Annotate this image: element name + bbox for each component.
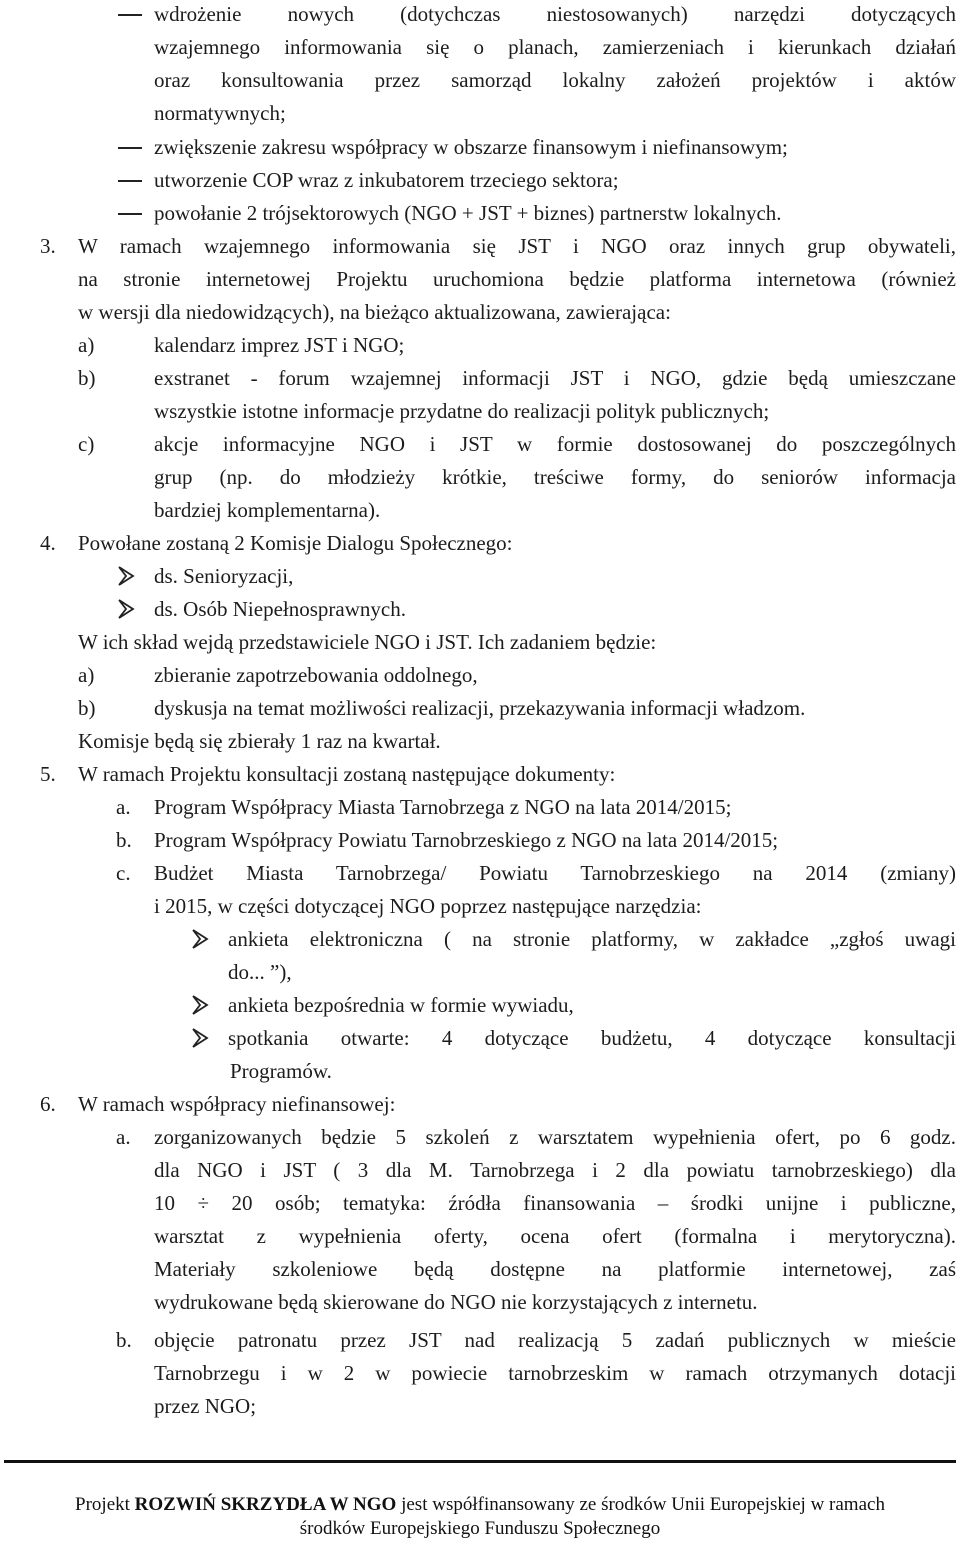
arrow-item: spotkania otwarte: 4 dotyczące budżetu, 4 dotyczące konsultacji [228,1026,956,1050]
list-item: warsztat z wypełnienia oferty, ocena ofert (formalna i merytoryczna). [154,1224,956,1248]
list-item: wszystkie istotne informacje przydatne do realizacji polityk publicznych; [154,399,770,423]
section-number: 3. [40,234,56,258]
arrow-item: ankieta bezpośrednia w formie wywiadu, [228,993,574,1017]
bullet-line: wzajemnego informowania się o planach, zamierzeniach i kierunkach działań [154,35,956,59]
footer-suffix: jest współfinansowany ze środków Unii Europejskiej w ramach [396,1494,885,1515]
bullet-line: oraz konsultowania przez samorząd lokalny założeń projektów i aktów [154,68,956,92]
list-marker: b) [78,366,96,390]
list-marker: b. [116,828,132,852]
paragraph-line: w wersji dla niedowidzących), na bieżąco aktualizowana, zawierająca: [78,300,671,324]
footer-line-1 [0,1493,960,1517]
list-marker: a) [78,333,95,357]
list-marker: b) [78,696,96,720]
dash-bullet [118,147,142,149]
bullet-line: powołanie 2 trójsektorowych (NGO + JST + biznes) partnerstw lokalnych. [154,201,782,225]
list-item: zbieranie zapotrzebowania oddolnego, [154,663,478,687]
list-item: objęcie patronatu przez JST nad realizacją 5 zadań publicznych w mieście [154,1328,956,1352]
list-marker: c) [78,432,95,456]
list-item: akcje informacyjne NGO i JST w formie dostosowanej do poszczególnych [154,432,956,456]
arrow-item: do... ”), [228,960,292,984]
footer-prefix: Projekt [75,1494,135,1515]
footer-line-2: środków Europejskiego Funduszu Społecznego [299,1518,661,1539]
list-item: kalendarz imprez JST i NGO; [154,333,405,357]
section-number: 4. [40,531,56,555]
list-item: zorganizowanych będzie 5 szkoleń z warsztatem wypełnienia ofert, po 6 godz. [154,1125,956,1149]
dash-bullet [118,213,142,215]
paragraph-line: Komisje będą się zbierały 1 raz na kwartał. [78,729,441,753]
list-marker: a) [78,663,95,687]
bullet-line: zwiększenie zakresu współpracy w obszarze finansowym i niefinansowym; [154,135,788,159]
list-item: exstranet - forum wzajemnej informacji JST i NGO, gdzie będą umieszczane [154,366,956,390]
arrow-bullet-icon [191,928,209,950]
section-heading: W ramach Projektu konsultacji zostaną następujące dokumenty: [78,762,616,786]
list-marker: a. [116,1125,131,1149]
list-item: Budżet Miasta Tarnobrzega/ Powiatu Tarnobrzeskiego na 2014 (zmiany) [154,861,956,885]
project-name: ROZWIŃ SKRZYDŁA W NGO [134,1494,397,1515]
arrow-bullet-icon [191,1027,209,1049]
arrow-bullet-icon [191,994,209,1016]
section-number: 5. [40,762,56,786]
list-item: 10 ÷ 20 osób; tematyka: źródła finansowania – środki unijne i publiczne, [154,1191,956,1215]
bullet-line: utworzenie COP wraz z inkubatorem trzeciego sektora; [154,168,619,192]
bullet-line: normatywnych; [154,101,286,125]
bullet-line: wdrożenie nowych (dotychczas niestosowanych) narzędzi dotyczących [154,2,956,26]
list-item: i 2015, w części dotyczącej NGO poprzez następujące narzędzia: [154,894,702,918]
dash-bullet [118,14,142,16]
list-item: Program Współpracy Powiatu Tarnobrzeskiego z NGO na lata 2014/2015; [154,828,779,852]
paragraph-line: na stronie internetowej Projektu uruchomiona będzie platforma internetowa (również [78,267,956,291]
paragraph-line: W ich skład wejdą przedstawiciele NGO i JST. Ich zadaniem będzie: [78,630,657,654]
list-item: dyskusja na temat możliwości realizacji, przekazywania informacji władzom. [154,696,806,720]
list-marker: b. [116,1328,132,1352]
list-item: Materiały szkoleniowe będą dostępne na platformie internetowej, zaś [154,1257,956,1281]
arrow-item: ds. Osób Niepełnosprawnych. [154,597,406,621]
list-item: bardziej komplementarna). [154,498,381,522]
arrow-bullet-icon [117,598,135,620]
section-number: 6. [40,1092,56,1116]
list-item: Tarnobrzegu i w 2 w powiecie tarnobrzeskim w ramach otrzymanych dotacji [154,1361,956,1385]
list-item: dla NGO i JST ( 3 dla M. Tarnobrzega i 2 dla powiatu tarnobrzeskiego) dla [154,1158,956,1182]
list-marker: c. [116,861,131,885]
list-item: wydrukowane będą skierowane do NGO nie korzystających z internetu. [154,1290,758,1314]
paragraph-line: W ramach wzajemnego informowania się JST i NGO oraz innych grup obywateli, [78,234,956,258]
section-heading: W ramach współpracy niefinansowej: [78,1092,396,1116]
arrow-item: Programów. [230,1059,332,1083]
arrow-item: ds. Senioryzacji, [154,564,294,588]
list-marker: a. [116,795,131,819]
list-item: grup (np. do młodzieży krótkie, treściwe formy, do seniorów informacja [154,465,956,489]
section-heading: Powołane zostaną 2 Komisje Dialogu Społecznego: [78,531,513,555]
list-item: Program Współpracy Miasta Tarnobrzega z NGO na lata 2014/2015; [154,795,732,819]
list-item: przez NGO; [154,1394,257,1418]
arrow-item: ankieta elektroniczna ( na stronie platformy, w zakładce „zgłoś uwagi [228,927,956,951]
footer-divider [4,1460,956,1463]
arrow-bullet-icon [117,565,135,587]
dash-bullet [118,180,142,182]
